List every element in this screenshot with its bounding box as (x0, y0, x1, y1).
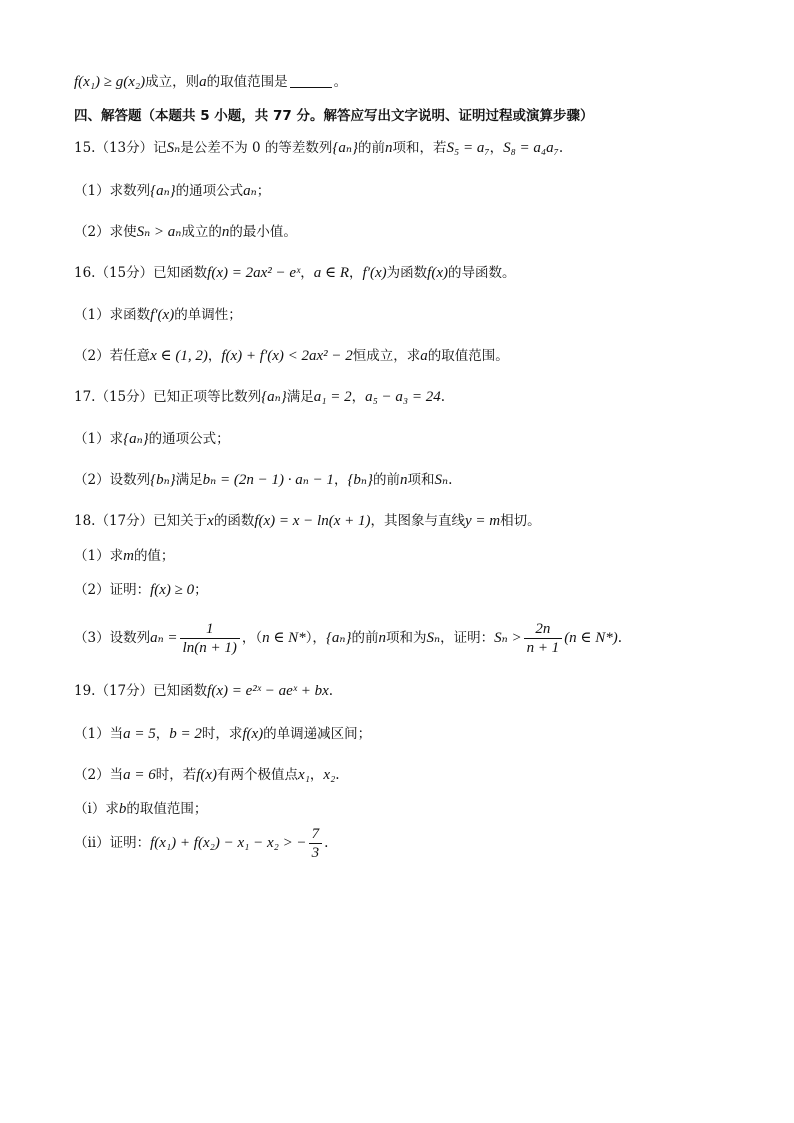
problem-14-continuation (74, 72, 347, 92)
text: （1）求函数 (74, 307, 151, 323)
text: 项和为 (386, 630, 427, 646)
variable: a (420, 348, 428, 364)
text: . (617, 630, 623, 646)
text: 的单调递减区间； (263, 726, 372, 742)
text: 的取值范围。 (427, 348, 509, 364)
formula: f(x) (427, 265, 448, 281)
text: . (324, 835, 329, 851)
variable: m (123, 548, 134, 564)
variable: x (207, 513, 214, 529)
fraction (309, 825, 323, 862)
variable: n (400, 472, 408, 488)
formula: bₙ = (2n − 1) · aₙ − 1 (202, 472, 334, 488)
formula: f(x₁) + f(x₂) − x₁ − x₂ > − (150, 835, 307, 851)
formula: a₁ = 2 (313, 389, 352, 405)
formula: x ∈ (1, 2) (150, 348, 208, 364)
text: （1）求 (74, 548, 124, 564)
problem-18-statement (74, 511, 541, 531)
formula: f(x) ≥ 0 (150, 582, 195, 598)
text: ， (207, 348, 222, 364)
text: 相切。 (500, 513, 541, 529)
text: 的前 (373, 472, 401, 488)
problem-19-part-2-i (74, 799, 207, 819)
formula: n ∈ N* (262, 630, 306, 646)
text: 的前 (358, 140, 385, 156)
text: ，证明： (440, 630, 495, 646)
text: . (558, 140, 564, 156)
text: 时，若 (155, 767, 197, 783)
text: （1）求数列 (74, 183, 151, 199)
formula: S₈ = a₄a₇ (503, 140, 559, 156)
text: 的取值范围； (126, 801, 208, 817)
numerator: 1 (205, 621, 214, 637)
text: ， (351, 389, 366, 405)
formula: a = 6 (123, 767, 156, 783)
text: 的导函数。 (447, 265, 516, 281)
problem-17-part-2 (74, 470, 452, 490)
problem-17-part-1 (74, 429, 230, 449)
text: 的前 (351, 630, 379, 646)
text: （ⅰ）求 (74, 801, 119, 817)
text: （2）证明： (74, 582, 151, 598)
formula: b = 2 (169, 726, 202, 742)
formula: f′(x) (362, 265, 387, 281)
text: 18.（17分）已知关于 (74, 513, 208, 529)
text: ， (333, 472, 348, 488)
text: 成立的 (181, 224, 222, 240)
text: 。 (333, 74, 348, 90)
text: 17.（15分）已知正项等比数列 (74, 389, 262, 405)
denominator: 3 (309, 843, 323, 862)
denominator: n + 1 (524, 638, 563, 657)
text: ， (300, 265, 314, 281)
formula: x₂ (323, 767, 336, 783)
text: ， (309, 767, 324, 783)
text: . (440, 389, 446, 405)
text: 19.（17分）已知函数 (74, 683, 208, 699)
formula: Sₙ (166, 140, 181, 156)
variable: a (199, 74, 207, 90)
problem-18-part-1 (74, 546, 174, 566)
text: 的值； (133, 548, 175, 564)
formula: {aₙ} (261, 389, 287, 405)
problem-15-part-1 (74, 181, 270, 201)
formula: f(x) (242, 726, 264, 742)
formula: f(x) = e²ˣ − aeˣ + bx (207, 683, 329, 699)
problem-15-statement (74, 138, 563, 158)
formula: aₙ (243, 183, 257, 199)
text: （2）若任意 (74, 348, 151, 364)
text: （2）设数列 (74, 472, 151, 488)
variable: b (118, 801, 127, 817)
text: ， (489, 140, 504, 156)
text: ， (155, 726, 170, 742)
text: ）， (305, 630, 326, 646)
formula: {aₙ} (150, 183, 176, 199)
formula: a₅ − a₃ = 24 (365, 389, 441, 405)
answer-blank[interactable] (290, 73, 332, 88)
text: 的通项公式 (175, 183, 244, 199)
problem-19-part-1 (74, 724, 371, 744)
variable: n (378, 630, 387, 646)
formula: y = m (464, 513, 501, 529)
formula: f′(x) (150, 307, 175, 323)
text: 有两个极值点 (217, 767, 299, 783)
formula: (n ∈ N*) (564, 630, 618, 646)
text: 满足 (286, 389, 314, 405)
text: 的最小值。 (229, 224, 297, 240)
text: 时，求 (201, 726, 243, 742)
text: （3）设数列 (74, 630, 151, 646)
text: ， (349, 265, 363, 281)
formula: a = 5 (123, 726, 156, 742)
problem-19-part-2 (74, 765, 340, 785)
problem-18-part-3 (74, 618, 622, 658)
text: . (335, 767, 340, 783)
fraction (180, 620, 240, 657)
text: ，其图象与直线 (370, 513, 465, 529)
text: 项和，若 (392, 140, 447, 156)
text: （1）当 (74, 726, 124, 742)
formula: {bₙ} (150, 472, 176, 488)
formula: {aₙ} (332, 140, 358, 156)
formula: S₅ = a₇ (446, 140, 490, 156)
problem-17-statement (74, 387, 445, 407)
text: . (328, 683, 334, 699)
formula: Sₙ (426, 630, 441, 646)
formula: f(x) = x − ln(x + 1) (254, 513, 371, 529)
text: 为函数 (386, 265, 428, 281)
formula: Sₙ > (494, 630, 522, 646)
text: 的函数 (213, 513, 255, 529)
denominator: ln(n + 1) (180, 638, 240, 657)
text: 的取值范围是 (206, 74, 288, 90)
problem-16-part-2 (74, 346, 509, 366)
text: （1）求 (74, 431, 124, 447)
numerator: 2n (535, 621, 551, 637)
text: （2）求使 (74, 224, 137, 240)
numerator: 7 (311, 826, 320, 842)
formula: aₙ = (150, 630, 178, 646)
text: 满足 (175, 472, 203, 488)
text: 16.（15分）已知函数 (74, 265, 208, 281)
text: 恒成立，求 (352, 348, 421, 364)
text: . (448, 472, 453, 488)
text: （ⅱ）证明： (74, 835, 151, 851)
formula: Sₙ > aₙ (136, 224, 182, 240)
formula: x₁ (298, 767, 310, 783)
variable: n (385, 140, 393, 156)
formula: {bₙ} (347, 472, 374, 488)
inequality: f(x₁) ≥ g(x₂) (74, 74, 146, 90)
problem-19-statement (74, 681, 333, 701)
text: ； (256, 183, 271, 199)
text: ，（ (241, 630, 263, 646)
formula: a ∈ R (313, 265, 350, 281)
variable: n (221, 224, 230, 240)
fraction (524, 620, 563, 657)
text: 项和 (407, 472, 435, 488)
text: 的通项公式； (148, 431, 230, 447)
problem-16-part-1 (74, 305, 242, 325)
text: （2）当 (74, 767, 124, 783)
problem-19-part-2-ii (74, 822, 328, 864)
formula: Sₙ (434, 472, 449, 488)
text: ； (194, 582, 208, 598)
text: 的单调性； (174, 307, 242, 323)
formula: {aₙ} (123, 431, 149, 447)
formula: f(x) = 2ax² − eˣ (207, 265, 301, 281)
text: 成立，则 (145, 74, 200, 90)
text: 15.（13分）记 (74, 140, 167, 156)
section-heading: 四、解答题（本题共 5 小题，共 77 分。解答应写出文字说明、证明过程或演算步骤） (74, 108, 594, 124)
formula: f(x) + f′(x) < 2ax² − 2 (221, 348, 353, 364)
problem-18-part-2 (74, 580, 208, 600)
formula: {aₙ} (325, 630, 352, 646)
text: 是公差不为 0 的等差数列 (180, 140, 333, 156)
formula: f(x) (196, 767, 218, 783)
problem-15-part-2 (74, 222, 297, 242)
problem-16-statement (74, 263, 515, 283)
